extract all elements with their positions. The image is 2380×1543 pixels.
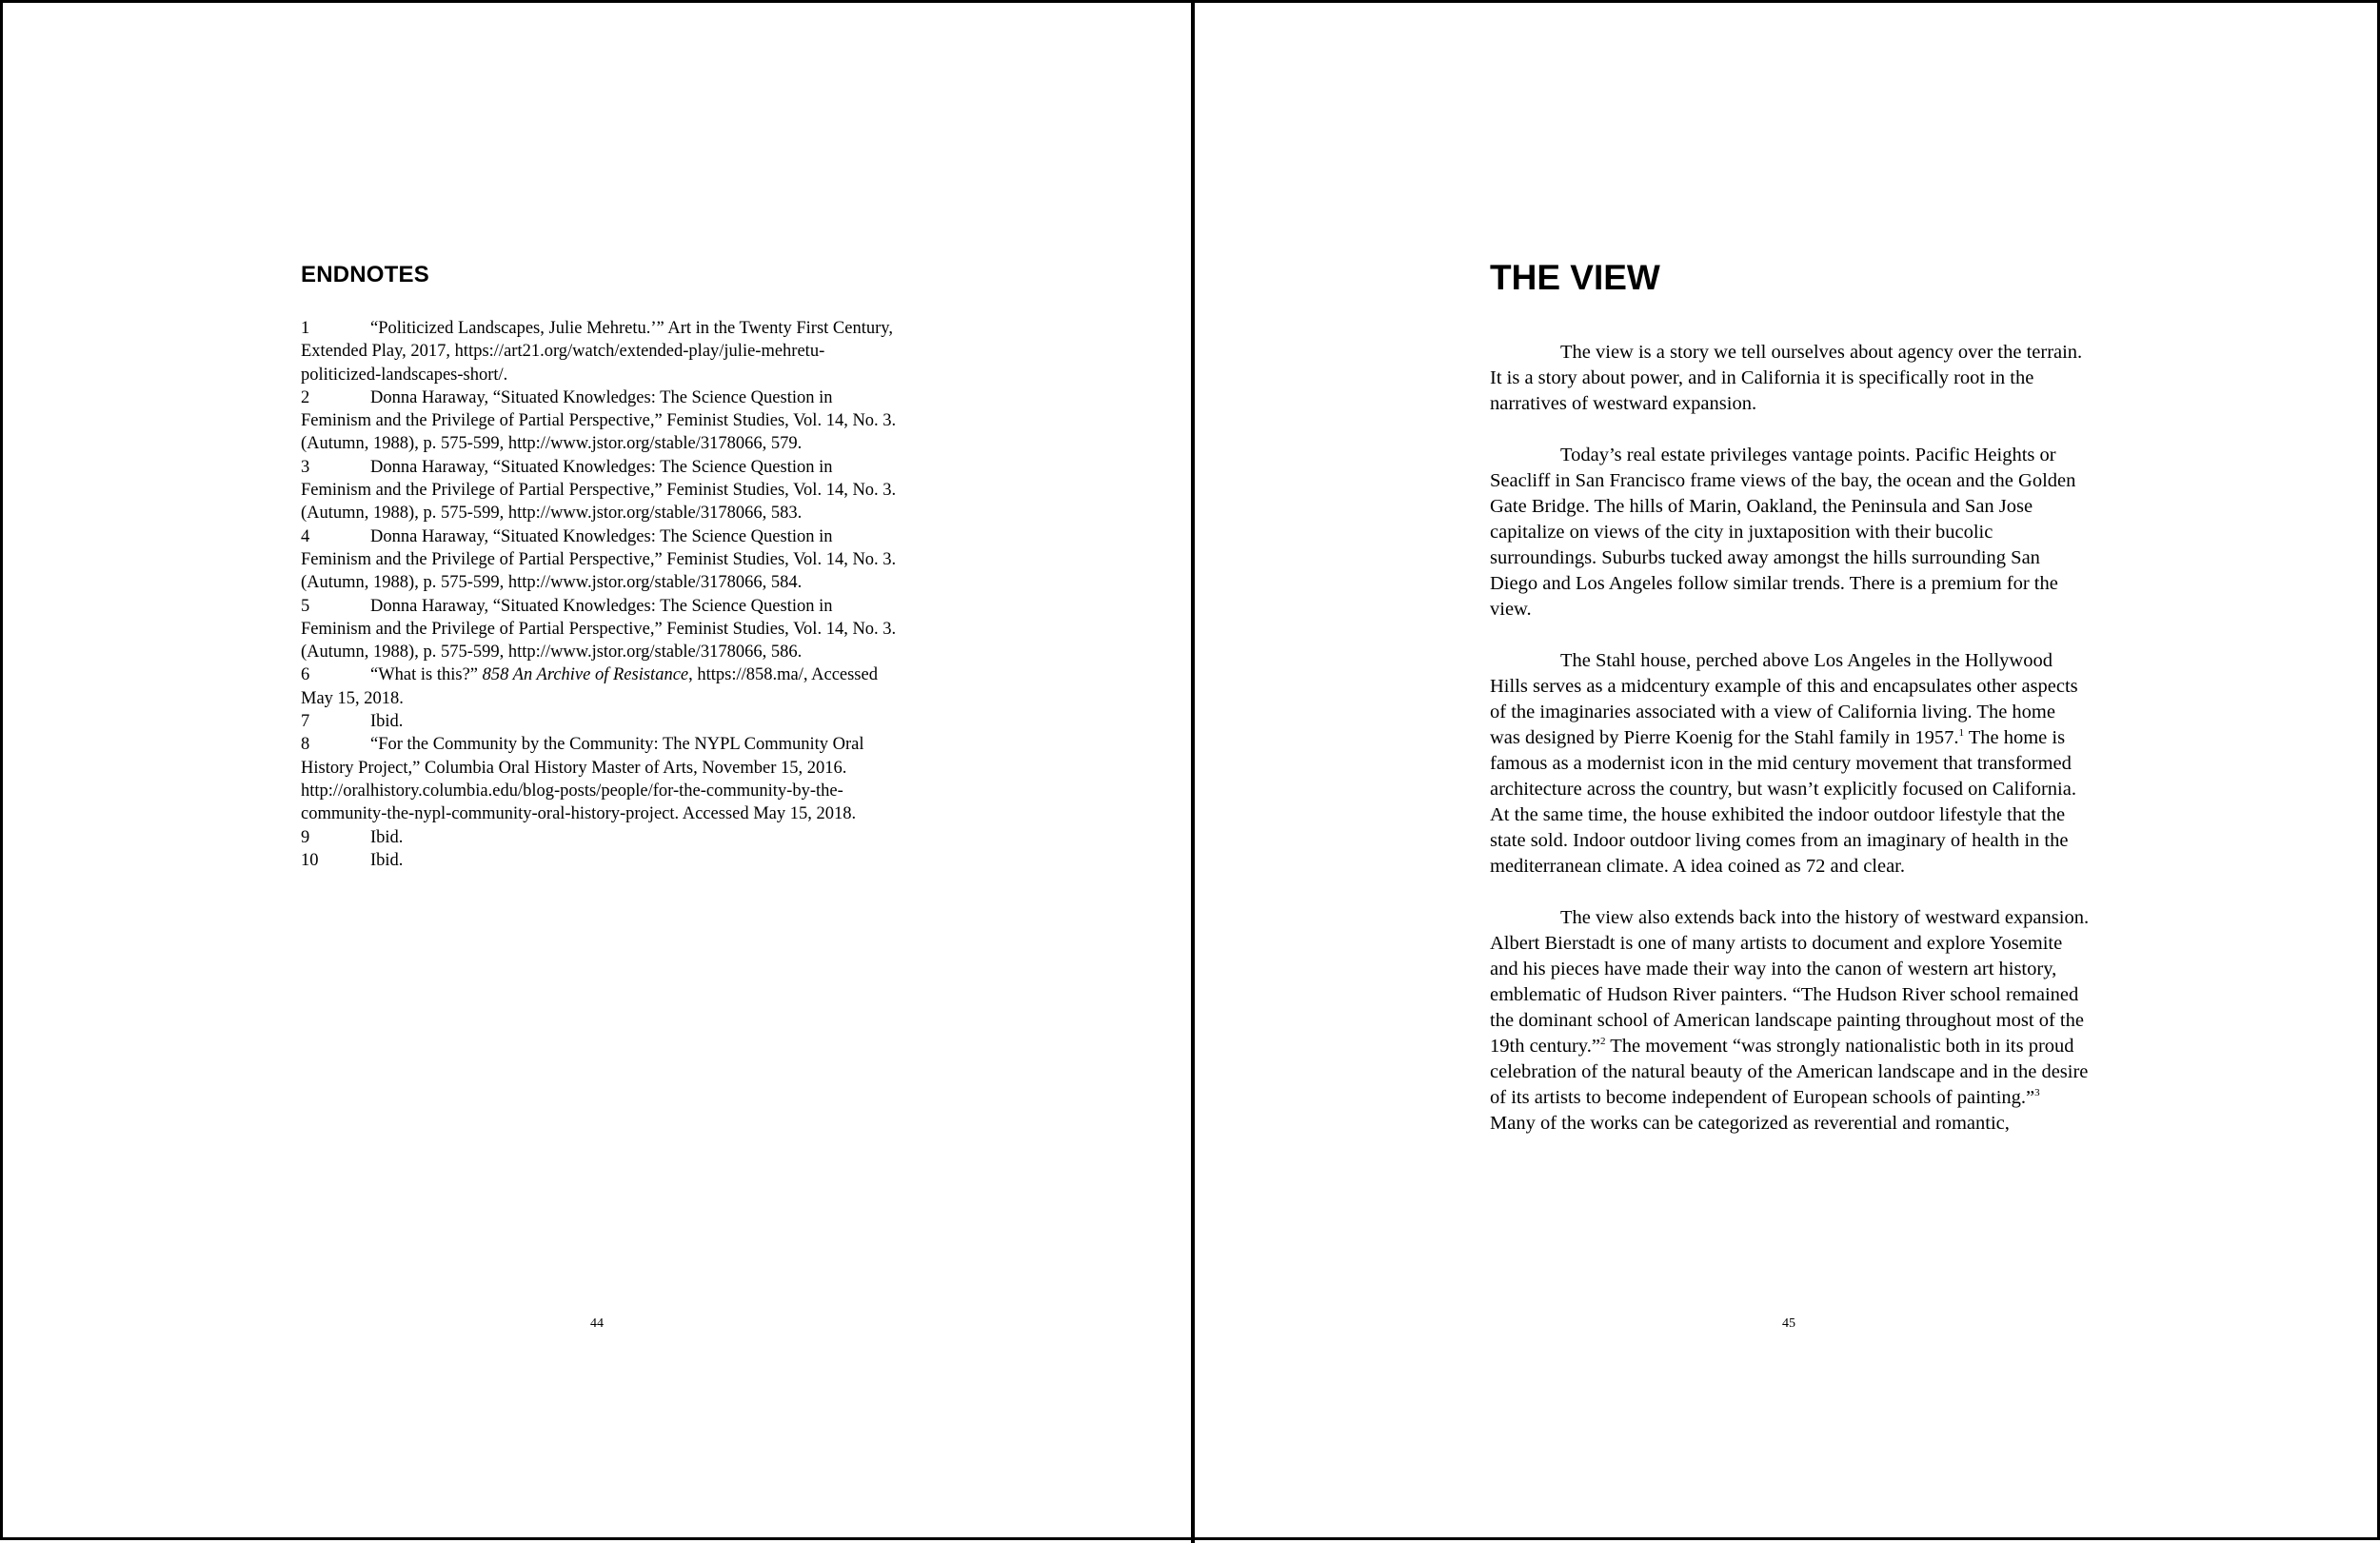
chapter-title: THE VIEW [1490,258,1660,297]
endnote-8 [301,733,901,825]
endnote-text: Ibid. [370,850,404,870]
left-page [3,3,1191,1543]
endnote-7 [301,710,901,733]
endnote-number: 7 [301,712,310,732]
endnote-text: , https://858.ma/, Accessed May 15, 2018. [301,665,878,708]
endnote-number: 9 [301,827,310,847]
endnote-number: 6 [301,665,310,685]
endnote-italic-title: 858 An Archive of Resistance [482,665,689,685]
endnote-9 [301,826,901,849]
endnote-number: 8 [301,735,310,755]
page-number-left: 44 [590,1316,604,1331]
endnote-text: Ibid. [370,827,404,847]
paragraph-text: The view is a story we tell ourselves about agency over the terrain. It is a story about power, and in California it is specifically root in the narratives of westward expansion. [1490,342,2083,414]
endnote-4 [301,525,901,595]
endnotes-heading: ENDNOTES [301,262,429,287]
footnote-ref-3[interactable]: 3 [2034,1087,2040,1099]
right-page [1195,3,2380,1543]
paragraph-1 [1490,340,2090,417]
endnote-1 [301,317,901,386]
paragraph-2 [1490,443,2090,623]
endnote-10 [301,849,901,872]
endnote-text: Ibid. [370,712,404,732]
paragraph-4 [1490,905,2090,1137]
paragraph-3 [1490,648,2090,880]
paragraph-text: The Stahl house, perched above Los Angeles in the Hollywood Hills serves as a midcentury example of this and encapsulates other aspects of the imaginaries associated with a view of California living. The home was designed by Pierre Koenig for the Stahl family in 1957. [1490,650,2078,748]
page-number-right: 45 [1782,1316,1795,1331]
endnote-6 [301,663,901,710]
footnote-ref-1[interactable]: 1 [1958,727,1964,740]
endnote-text: Donna Haraway, “Situated Knowledges: The Science Question in Feminism and the Privilege of Partial Perspective,” Feminist Studies, Vol. 14, No. 3. (Autumn, 1988), p. 575-599, http://www.jstor.org/stable/3178066, 584. [301,526,897,593]
endnote-text: “Politicized Landscapes, Julie Mehretu.’” Art in the Twenty First Century, Extended Play, 2017, https://art21.org/watch/extended-play/julie-mehretu-politicized-landscapes-short/. [301,319,893,385]
endnote-number: 3 [301,457,310,477]
paragraph-text: The view also extends back into the history of westward expansion. Albert Bierstadt is one of many artists to document and explore Yosemite and his pieces have made their way into the canon of western art history, emblematic of Hudson River painters. “The Hudson River school remained the dominant school of American landscape painting throughout most of the 19th century.” [1490,907,2090,1057]
footnote-ref-2[interactable]: 2 [1599,1036,1606,1048]
endnote-5 [301,595,901,664]
paragraph-text: Today’s real estate privileges vantage points. Pacific Heights or Seacliff in San Francisco frame views of the bay, the ocean and the Golden Gate Bridge. The hills of Marin, Oakland, the Peninsula and San Jose capitalize on views of the city in juxtaposition with their bucolic surroundings. Suburbs tucked away amongst the hills surrounding San Diego and Los Angeles follow similar trends. There is a premium for the view. [1490,445,2076,620]
body-text [1490,340,2090,1162]
endnote-text: Donna Haraway, “Situated Knowledges: The Science Question in Feminism and the Privilege of Partial Perspective,” Feminist Studies, Vol. 14, No. 3. (Autumn, 1988), p. 575-599, http://www.jstor.org/stable/3178066, 583. [301,457,897,524]
endnote-text: Donna Haraway, “Situated Knowledges: The Science Question in Feminism and the Privilege of Partial Perspective,” Feminist Studies, Vol. 14, No. 3. (Autumn, 1988), p. 575-599, http://www.jstor.org/stable/3178066, 586. [301,596,897,663]
endnote-3 [301,456,901,525]
endnote-number: 10 [301,850,319,870]
endnote-number: 1 [301,319,310,338]
endnote-number: 2 [301,387,310,407]
paragraph-text: The home is famous as a modernist icon in the mid century movement that transformed architecture across the country, but wasn’t explicitly focused on California. At the same time, the house exhibited the indoor outdoor lifestyle that the state sold. Indoor outdoor living comes from an imaginary of health in the mediterranean climate. A idea coined as 72 and clear. [1490,727,2076,877]
paragraph-text: Many of the works can be categorized as reverential and romantic, [1490,1113,2010,1134]
endnote-text: “For the Community by the Community: The NYPL Community Oral History Project,” Columbia Oral History Master of Arts, November 15, 2016. http://oralhistory.columbia.edu/blog-posts/people/for-the-community-by-the-community-the-nypl-community-oral-history-project. Accessed May 15, 2018. [301,735,864,824]
paragraph-text: The movement “was strongly nationalistic both in its proud celebration of the natural beauty of the American landscape and in the desire of its artists to become independent of European schools of painting.” [1490,1036,2089,1108]
endnote-text: Donna Haraway, “Situated Knowledges: The Science Question in Feminism and the Privilege of Partial Perspective,” Feminist Studies, Vol. 14, No. 3. (Autumn, 1988), p. 575-599, http://www.jstor.org/stable/3178066, 579. [301,387,897,454]
endnote-2 [301,386,901,456]
endnotes-list [301,317,901,872]
endnote-number: 4 [301,526,310,546]
endnote-text: “What is this?” [370,665,483,685]
endnote-number: 5 [301,596,310,616]
